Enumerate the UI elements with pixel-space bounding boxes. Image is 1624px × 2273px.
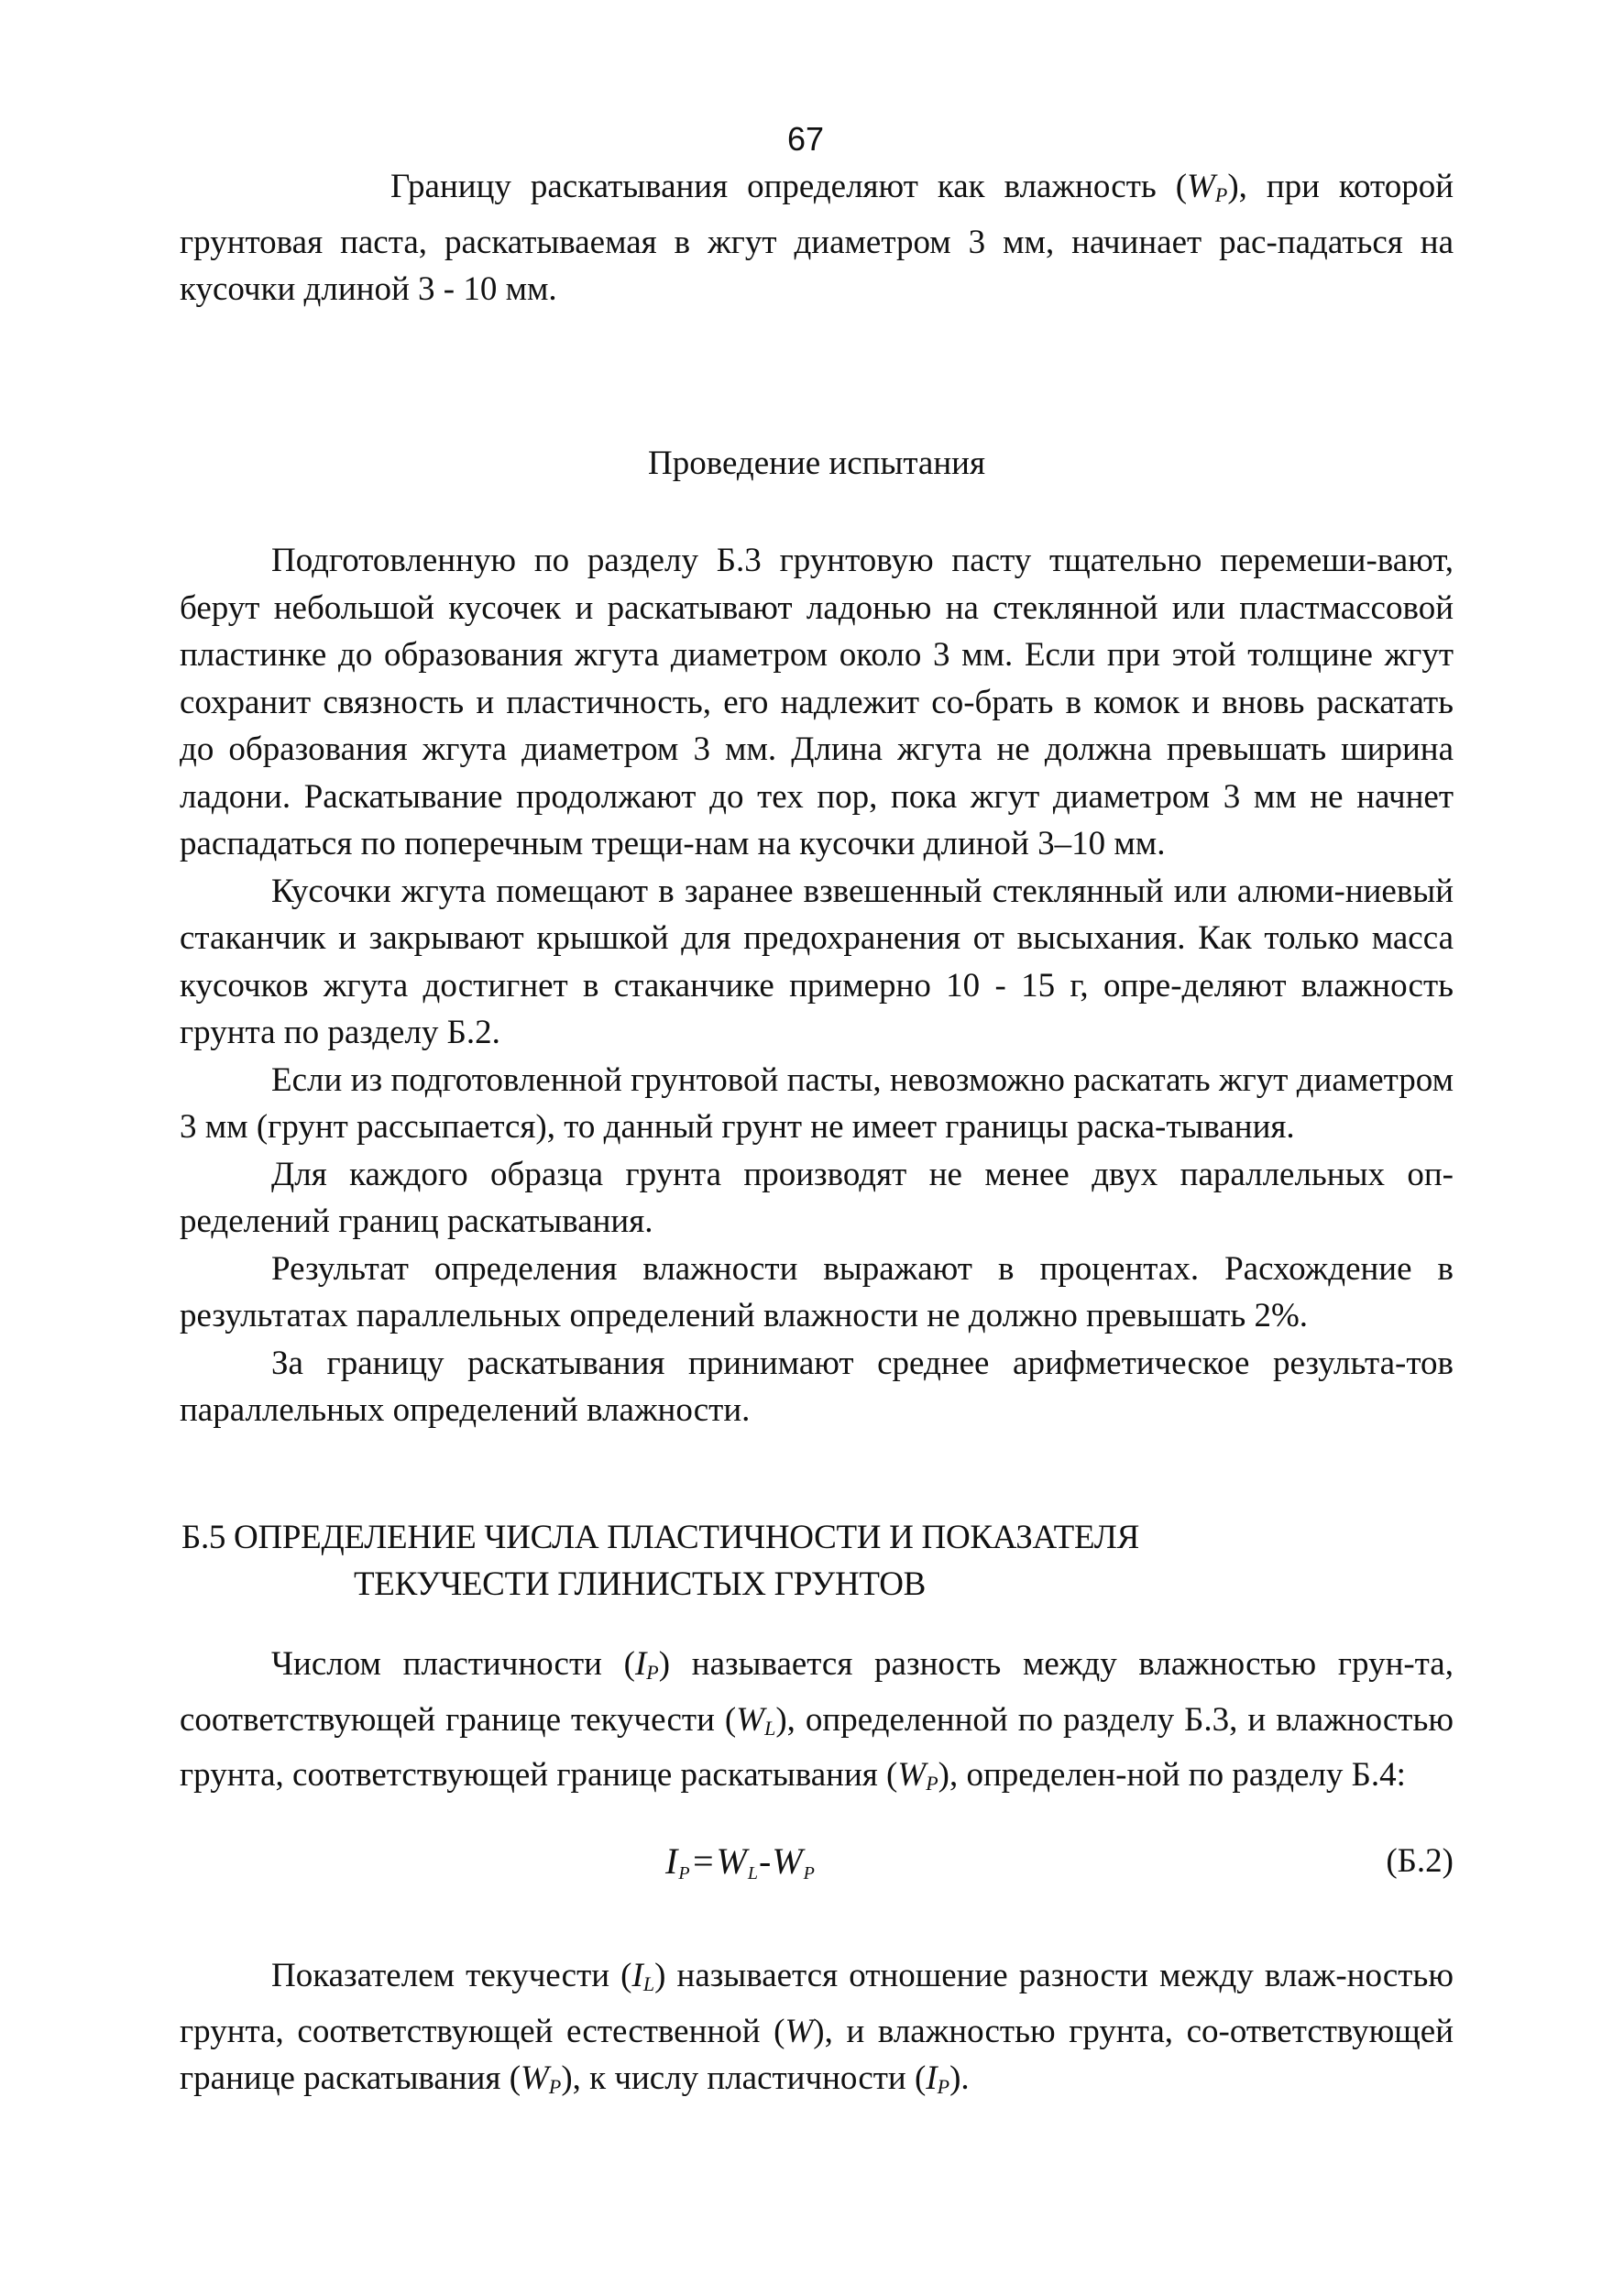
section-heading-line-1: Б.5 ОПРЕДЕЛЕНИЕ ЧИСЛА ПЛАСТИЧНОСТИ И ПОКАЗАТЕЛЯ xyxy=(181,1519,1139,1556)
section-heading xyxy=(180,1514,1454,1608)
plasticity-text-1: Числом пластичности ( xyxy=(271,1645,635,1683)
plasticity-text-3: ), определенной по разделу Б.3, и влажностью грунта, соответствующей границе раскатывания ( xyxy=(180,1700,1454,1794)
formula-wl: W xyxy=(716,1840,748,1882)
symbol-sub: P xyxy=(548,2075,562,2098)
symbol-sub: L xyxy=(764,1716,776,1740)
formula-equals: = xyxy=(690,1840,717,1882)
intro-text-2: ), при которой грунтовая паста, раскатываемая в жгут диаметром 3 мм, начинает рас-падаться на кусочки длиной 3 - 10 мм. xyxy=(180,168,1454,308)
symbol-sub: P xyxy=(937,2075,950,2098)
symbol-i: I xyxy=(926,2059,938,2097)
plasticity-definition xyxy=(180,1641,1454,1807)
formula-lhs-sub: P xyxy=(678,1863,691,1883)
symbol-w: W xyxy=(897,1756,927,1794)
test-paragraph-4: Для каждого образца грунта производят не менее двух параллельных оп-ределений границ раскатывания. xyxy=(180,1155,1454,1240)
test-paragraph-3: Если из подготовленной грунтовой пасты, невозможно раскатать жгут диаметром 3 мм (грунт рассыпается), то данный грунт не имеет границы раска-тывания. xyxy=(180,1060,1454,1146)
fluidity-text-5: ). xyxy=(949,2059,970,2097)
fluidity-paragraph xyxy=(180,1952,1454,2111)
formula-wp-sub: P xyxy=(803,1863,816,1883)
plasticity-text-2: ) называется разность между влажностью грун-та, соответствующей границе текучести ( xyxy=(180,1645,1454,1739)
test-paragraph-6: За границу раскатывания принимают среднее арифметическое результа-тов параллельных определений влажности. xyxy=(180,1344,1454,1429)
test-procedure xyxy=(180,537,1454,1434)
formula-wl-sub: L xyxy=(747,1863,759,1883)
intro-text-1: Границу раскатывания определяют как влажность ( xyxy=(390,168,1188,205)
formula-b2 xyxy=(180,1838,1454,1893)
symbol-sub: L xyxy=(642,1972,655,1995)
formula-expression xyxy=(665,1838,816,1898)
symbol-i: I xyxy=(631,1957,643,1994)
symbol-sub: P xyxy=(646,1661,659,1684)
test-paragraph-5: Результат определения влажности выражают в процентах. Расхождение в результатах параллельных определений влажности не должно превышать 2%. xyxy=(180,1249,1454,1334)
test-paragraph-1: Подготовленную по разделу Б.3 грунтовую пасту тщательно перемеши-вают, берут небольшой кусочек и раскатывают ладонью на стеклянной или пластмассовой пластинке до образования жгута диаметром около 3 мм. Если при этой толщине жгут сохранит связность и пластичность, его надлежит со-брать в комок и вновь раскатать до образования жгута диаметром 3 мм. Длина жгута не должна превышать ширина ладони. Раскатывание продолжают до тех пор, пока жгут диаметром 3 мм не начнет распадаться по поперечным трещи-нам на кусочки длиной 3–10 мм. xyxy=(180,542,1454,862)
symbol-sub-p: P xyxy=(1214,183,1228,206)
section-heading-line-2: ТЕКУЧЕСТИ ГЛИНИСТЫХ ГРУНТОВ xyxy=(354,1565,926,1603)
page-number: 67 xyxy=(786,120,825,158)
formula-lhs: I xyxy=(665,1840,679,1882)
formula-minus: - xyxy=(759,1840,773,1882)
symbol-w: W xyxy=(736,1700,765,1739)
formula-wp: W xyxy=(772,1840,804,1882)
fluidity-text-4: ), к числу пластичности ( xyxy=(561,2059,927,2097)
symbol-i: I xyxy=(634,1645,647,1683)
symbol-sub: P xyxy=(926,1772,938,1795)
test-paragraph-2: Кусочки жгута помещают в заранее взвешенный стеклянный или алюми-ниевый стаканчик и закрывают крышкой для предохранения от высыхания. Как только масса кусочков жгута достигнет в стаканчике примерно 10 - 15 г, опре-деляют влажность грунта по разделу Б.2. xyxy=(180,872,1454,1051)
symbol-w: W xyxy=(1187,168,1215,205)
formula-number: (Б.2) xyxy=(1386,1842,1454,1880)
plasticity-paragraph xyxy=(180,1641,1454,1807)
symbol-w: W xyxy=(785,2012,814,2050)
test-heading: Проведение испытания xyxy=(648,445,985,482)
fluidity-text-2: ) называется отношение разности между влаж-ностью грунта, соответствующей естественной ( xyxy=(180,1957,1454,2050)
fluidity-definition xyxy=(180,1952,1454,2111)
intro-paragraph xyxy=(180,163,1454,313)
fluidity-text-1: Показателем текучести ( xyxy=(271,1957,632,1994)
fluidity-text-3: ), и влажностью грунта, со-ответствующей границе раскатывания ( xyxy=(180,2012,1454,2097)
plasticity-text-4: ), определен-ной по разделу Б.4: xyxy=(938,1756,1406,1794)
symbol-w: W xyxy=(521,2059,549,2097)
